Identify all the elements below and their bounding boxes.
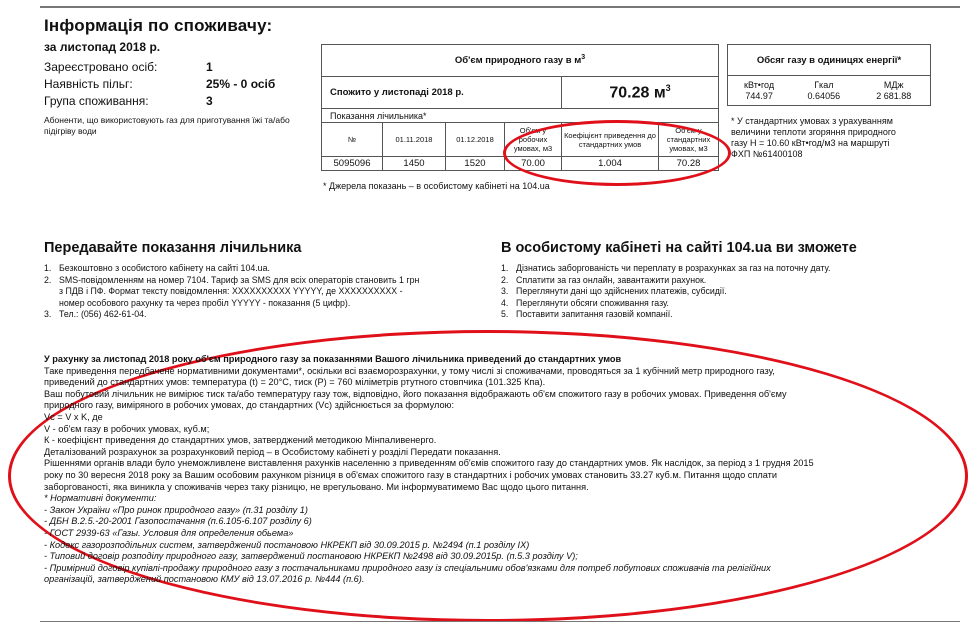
registered-persons-row	[44, 60, 213, 74]
working-volume: 70.00	[505, 157, 562, 171]
list-item: 1. Безкоштовно з особистого кабінету на сайті 104.ua.	[44, 263, 270, 273]
consumed-value: 70.28 $м^3$	[562, 77, 719, 109]
gas-volume-table	[321, 44, 719, 171]
col-date-end: 01.12.2018	[446, 123, 505, 157]
explanation-line: природного газу, виміряного в робочих умовах, до стандартних (Vc) здійснюється за формулою:	[44, 400, 454, 411]
list-item: 3. Переглянути дані що здійснених платежів, субсидії.	[501, 286, 727, 296]
explanation-block	[44, 354, 924, 586]
explanation-line: Ваш побутовий лічильник не вимірює тиск та/або температуру газу тож, відповідно, його показання відображають об'єм спожитого газу в робочих умовах. Приведення об'єму	[44, 388, 787, 399]
standard-volume: 70.28	[659, 157, 719, 171]
explanation-line: Рішеннями органів влади було унеможливлене виставлення рахунків населенню з приведенням об'ємів спожитого газу до стандартних умов. Як наслідок, за період з 1 грудня 2015	[44, 458, 814, 469]
registered-persons-value: 1	[206, 60, 213, 74]
bottom-rule	[40, 621, 960, 622]
col-coefficient: Коефіцієнт приведення до стандартних умов	[562, 123, 659, 157]
reading-start: 1450	[383, 157, 446, 171]
consumed-label: Спожито у листопаді 2018 р.	[322, 77, 562, 109]
explanation-line: - Типовий договір розподілу природного газу, затверджений постановою НКРЕКП №2498 від 30.09.2015р. (п.5.3 розділу V);	[44, 551, 578, 562]
top-rule	[40, 6, 960, 8]
col-working-volume: Об'єм у робочих умовах, м3	[505, 123, 562, 157]
col-date-start: 01.11.2018	[383, 123, 446, 157]
explanation-line: V - об'єм газу в робочих умовах, куб.м;	[44, 423, 210, 434]
cabinet-list	[501, 263, 921, 321]
energy-value-kwh: 744.97	[745, 91, 773, 101]
explanation-line: - Кодекс газорозподільних систем, затверджений постановою НКРЕКП від 30.09.2015 р. №2494 (п.1 розділу IX)	[44, 539, 530, 550]
consumer-title: Інформація по споживачу:	[44, 16, 273, 35]
explanation-line: - ГОСТ 2939-63 «Газы. Условия для определения обьема»	[44, 527, 294, 538]
benefits-row	[44, 77, 275, 91]
coefficient: 1.004	[562, 157, 659, 171]
list-item: з ПДВ і ПФ. Формат тексту повідомлення: XXXXXXXXXX YYYYY, де XXXXXXXXXX -	[59, 286, 403, 296]
list-item: 3. Тел.: (056) 462-61-04.	[44, 309, 147, 319]
explanation-line: К - коефіцієнт приведення до стандартних умов, затверджений методикою Мінпаливенерго.	[44, 435, 437, 446]
consumption-group-label: Група споживання:	[44, 94, 149, 108]
list-item: 2. SMS-повідомленням на номер 7104. Тариф за SMS для всіх операторів становить 1 грн	[44, 274, 420, 285]
benefits-value: 25% - 0 осіб	[206, 77, 276, 91]
registered-persons-label: Зареєстровано осіб:	[44, 60, 158, 74]
list-item: 2. Сплатити за газ онлайн, завантажити рахунок.	[501, 274, 707, 285]
energy-value-gcal: 0.64056	[807, 91, 841, 101]
consumption-group-value: 3	[206, 94, 213, 108]
energy-unit-gcal: Гкал	[814, 80, 834, 90]
energy-table-header: Обсяг газу в одиницях енергії*	[728, 45, 931, 76]
meter-number: 5095096	[322, 157, 383, 171]
explanation-line: Деталізований розрахунок за розрахунковий період – в Особистому кабінеті у розділі Передати показання.	[44, 446, 501, 457]
consumption-group-row	[44, 94, 213, 108]
list-item: номер особового рахунку та через пробіл YYYYY - показання (5 цифр).	[59, 297, 351, 308]
volume-table-header: Об'єм природного газу в $м^3$	[322, 45, 719, 77]
explanation-line: організацій, затверджений постановою КМУ від 13.07.2016 р. №444 (п.6).	[44, 574, 365, 585]
consumer-note: Абоненти, що використовують газ для приготування їжі та/або підігріву води	[44, 115, 290, 136]
explanation-line: * Нормативні документи:	[44, 493, 157, 504]
list-item: 1. Дізнатись заборгованість чи переплату в розрахунках за газ на поточну дату.	[501, 263, 831, 273]
col-number: №	[322, 123, 383, 157]
readings-footnote: * Джерела показань – в особистому кабінеті на 104.ua	[323, 181, 550, 191]
table-row	[322, 157, 719, 171]
reading-end: 1520	[446, 157, 505, 171]
energy-unit-mj: МДж	[883, 80, 904, 90]
list-item: 4. Переглянути обсяги споживання газу.	[501, 297, 669, 308]
explanation-line: - Закон України «Про ринок природного газу» (п.31 розділу 1)	[44, 504, 308, 515]
benefits-label: Наявність пільг:	[44, 77, 133, 91]
energy-table	[727, 44, 931, 106]
explanation-line: У рахунку за листопад 2018 року об'єм природного газу за показаннями Вашого лічильника приведений до стандартних умов	[44, 354, 622, 364]
explanation-line: Vc = V x K, де	[44, 411, 103, 422]
energy-note: * У стандартних умовах з урахуванням величини теплоти згоряння природного газу H = 10.60 кВт•год/м3 на маршруті ФХП №61400108	[731, 116, 896, 159]
explanation-line: - Примірний договір купівлі-продажу природного газу з постачальниками природного газу із спеціальними обов'язками для потреб побутових споживачів та релігійних	[44, 562, 771, 573]
explanation-line: заборгованості, яка виникла у споживачів через таку різницю, не врегульовано. Ми інформуватимемо Вас щодо цього питання.	[44, 481, 589, 492]
cabinet-title: В особистому кабінеті на сайті 104.ua ви зможете	[501, 240, 857, 256]
col-standard-volume: Об'єм у стандартних умовах, м3	[659, 123, 719, 157]
readings-label: Показання лічильника*	[322, 109, 719, 123]
energy-unit-kwh: кВт•год	[744, 80, 775, 90]
explanation-line: року по 30 вересня 2018 року за Вашим особовим рахунком різниця в об'ємах спожитого газу в стандартних і робочих умовах становить 33.27 куб.м. Питання щодо сплати	[44, 469, 777, 480]
submit-readings-title: Передавайте показання лічильника	[44, 240, 302, 256]
consumer-period: за листопад 2018 р.	[44, 40, 161, 54]
explanation-line: Таке приведення передбачене нормативними документами*, оскільки всі взаєморозрахунки, у тому числі зі споживачами, проводяться за 1 кубічний метр природного газу,	[44, 365, 775, 376]
explanation-line: приведений до стандартних умов: температура (t) = 20°С, тиск (P) = 760 міліметрів ртутного стовпчика (101.325 Кпа).	[44, 377, 546, 388]
submit-readings-list	[44, 263, 484, 321]
explanation-line: - ДБН В.2.5.-20-2001 Газопостачання (п.6.105-6.107 розділу 6)	[44, 516, 312, 527]
energy-value-mj: 2 681.88	[876, 91, 912, 101]
list-item: 5. Поставити запитання газовій компанії.	[501, 309, 673, 319]
